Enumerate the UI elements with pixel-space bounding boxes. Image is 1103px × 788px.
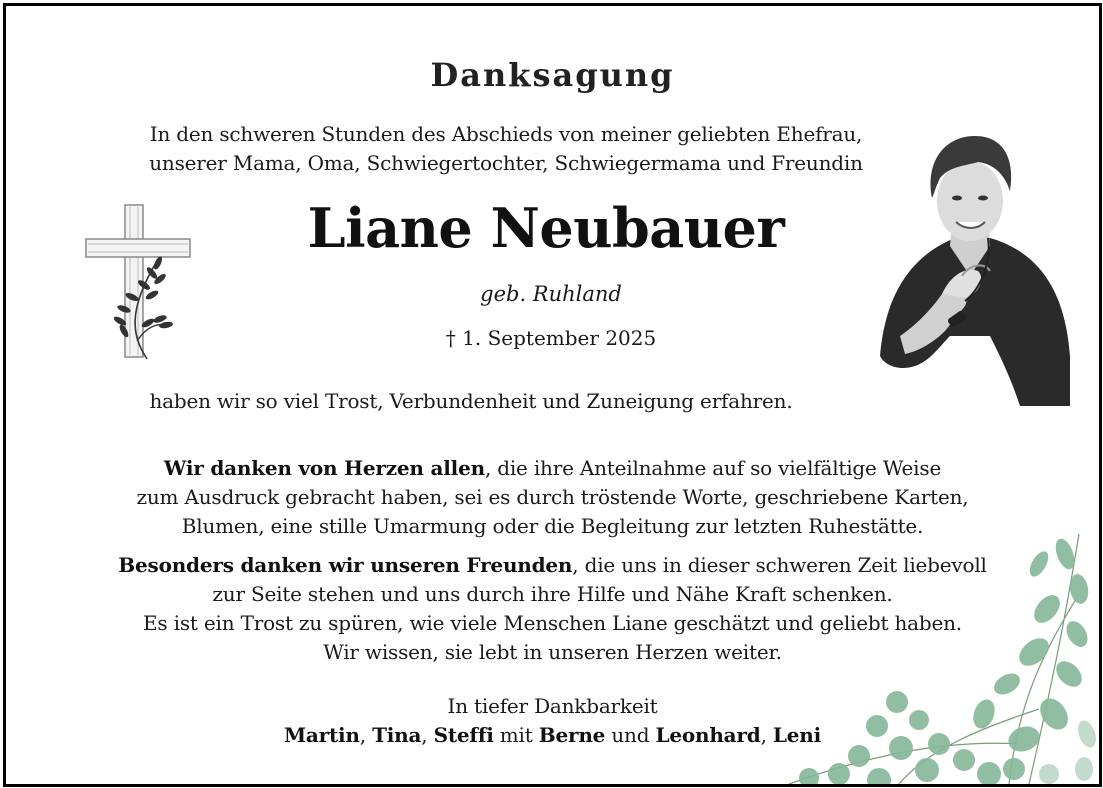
thanks-paragraph-1 [6, 454, 1099, 541]
signer-separator: , [421, 723, 434, 747]
thanks-p1-emphasis: Wir danken von Herzen allen [163, 456, 485, 480]
signer-name: Leonhard [655, 723, 761, 747]
signer-separator: , [359, 723, 373, 747]
notice-heading: Danksagung [430, 56, 675, 94]
thanks-p2-rest: , die uns in dieser schweren Zeit liebevoll [572, 553, 987, 577]
closing-intro: haben wir so viel Trost, Verbundenheit und Zuneigung erfahren. [149, 389, 793, 413]
signer-name: Tina [372, 723, 422, 747]
thanks-p2-line-3: Es ist ein Trost zu spüren, wie viele Menschen Liane geschätzt und geliebt haben. [143, 611, 962, 635]
obituary-notice [3, 3, 1102, 787]
thanks-p2-emphasis: Besonders danken wir unseren Freunden [118, 553, 573, 577]
death-date: † 1. September 2025 [445, 326, 657, 350]
signature-line-1: In tiefer Dankbarkeit [447, 694, 658, 718]
signer-name: Berne [538, 723, 606, 747]
thanks-p1-line-1 [6, 454, 1099, 483]
thanks-p2-line-2: zur Seite stehen und uns durch ihre Hilfe und Nähe Kraft schenken. [212, 582, 893, 606]
thanks-p1-line-2: zum Ausdruck gebracht haben, sei es durch tröstende Worte, geschriebene Karten, [136, 485, 969, 509]
signer-name: Martin [283, 723, 360, 747]
cross-icon [82, 201, 192, 361]
intro-line-2: unserer Mama, Oma, Schwiegertochter, Schwiegermama und Freundin [149, 151, 863, 175]
signer-name: Leni [772, 723, 822, 747]
thanks-p2-line-4: Wir wissen, sie lebt in unseren Herzen weiter. [323, 640, 782, 664]
signer-separator: mit [493, 723, 539, 747]
portrait-photo [870, 126, 1070, 406]
signer-name: Steffi [433, 723, 494, 747]
deceased-name: Liane Neubauer [307, 196, 785, 260]
eucalyptus-decoration-icon [779, 534, 1099, 784]
thanks-p1-rest: , die ihre Anteilnahme auf so vielfältige Weise [484, 456, 942, 480]
signer-separator: , [760, 723, 773, 747]
birth-name: geb. Ruhland [480, 282, 622, 306]
thanks-p1-line-3: Blumen, eine stille Umarmung oder die Begleitung zur letzten Ruhestätte. [181, 514, 924, 538]
signer-separator: und [605, 723, 656, 747]
intro-line-1: In den schweren Stunden des Abschieds von meiner geliebten Ehefrau, [149, 122, 863, 146]
